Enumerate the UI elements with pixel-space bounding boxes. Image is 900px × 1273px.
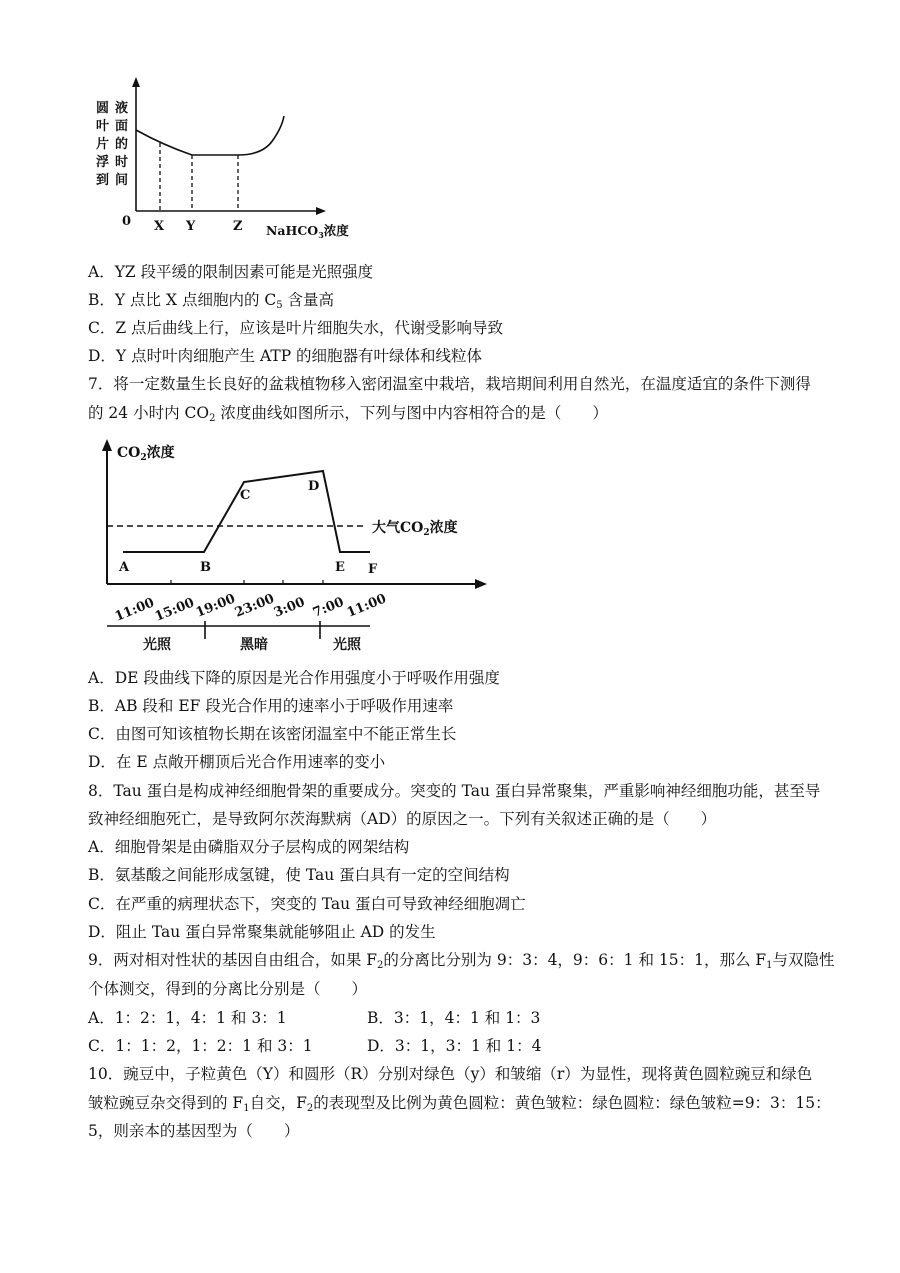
figure-2-co2-chart bbox=[95, 435, 515, 660]
q8-stem-line-2: 致神经细胞死亡，是导致阿尔茨海默病（AD）的原因之一。下列有关叙述正确的是（ ） bbox=[88, 810, 717, 828]
figure-2-period-light-1: 光照 bbox=[143, 637, 171, 653]
figure-2-time-ticks bbox=[113, 591, 389, 624]
figure-2-point-b: B bbox=[200, 560, 211, 575]
figure-1-origin: 0 bbox=[122, 214, 132, 229]
q9-option-c: C．1：1：2，1：2：1 和 3：1 bbox=[88, 1037, 313, 1055]
q7-option-b: B．AB 段和 EF 段光合作用的速率小于呼吸作用速率 bbox=[88, 697, 454, 715]
figure-2-point-d: D bbox=[308, 479, 320, 494]
figure-1-tick-x: X bbox=[154, 219, 165, 234]
svg-text:3:00: 3:00 bbox=[271, 594, 308, 621]
figure-1-ylabel-col2 bbox=[115, 100, 128, 188]
figure-1-dashed-lines bbox=[160, 143, 238, 211]
q9-stem-line-1: 9．两对相对性状的基因自由组合，如果 $F_2$的分离比分别为 9：3：4，9：6：1 和 15：1，那么 $F_1$与双隐性 bbox=[88, 951, 835, 971]
q8-stem-line-1: 8．Tau 蛋白是构成神经细胞骨架的重要成分。突变的 Tau 蛋白异常聚集，严重影响神经细胞功能，甚至导 bbox=[88, 782, 821, 800]
q6-option-b: B．Y 点比 X 点细胞内的 $C_5$ 含量高 bbox=[88, 291, 335, 311]
q8-option-d: D．阻止 Tau 蛋白异常聚集就能够阻止 AD 的发生 bbox=[88, 923, 436, 941]
svg-text:浮: 浮 bbox=[96, 155, 110, 170]
svg-text:圆: 圆 bbox=[96, 101, 110, 116]
svg-text:到: 到 bbox=[96, 173, 110, 188]
figure-2-x-arrow bbox=[475, 579, 487, 589]
q9-stem-line-2: 个体测交，得到的分离比分别是（ ） bbox=[88, 980, 368, 998]
svg-text:11:00: 11:00 bbox=[112, 595, 157, 625]
figure-2-ylabel: $CO_2$浓度 bbox=[117, 445, 175, 463]
q9-option-d: D．3：1，3：1 和 1：4 bbox=[367, 1037, 542, 1055]
svg-text:液: 液 bbox=[115, 101, 129, 116]
svg-text:间: 间 bbox=[115, 173, 129, 188]
figure-1-tick-z: Z bbox=[233, 219, 243, 234]
figure-1-floating-time-chart bbox=[88, 75, 368, 250]
figure-1-tick-y: Y bbox=[186, 219, 196, 234]
q6-option-c: C．Z 点后曲线上行，应该是叶片细胞失水，代谢受影响导致 bbox=[88, 319, 504, 337]
figure-2-point-c: C bbox=[240, 488, 251, 503]
svg-text:叶: 叶 bbox=[96, 119, 110, 134]
q6-option-d: D．Y 点时叶肉细胞产生 ATP 的细胞器有叶绿体和线粒体 bbox=[88, 347, 483, 365]
q7-option-c: C．由图可知该植物长期在该密闭温室中不能正常生长 bbox=[88, 725, 457, 743]
figure-2-point-f: F bbox=[368, 562, 378, 577]
q7-option-a: A．DE 段曲线下降的原因是光合作用强度小于呼吸作用强度 bbox=[88, 669, 500, 687]
figure-2-period-light-2: 光照 bbox=[333, 637, 361, 653]
q7-stem-line-2: 的 24 小时内 $CO_2$ 浓度曲线如图所示，下列与图中内容相符合的是（ ） bbox=[88, 404, 608, 424]
q9-option-b: B．3：1，4：1 和 1：3 bbox=[367, 1009, 541, 1027]
q8-option-c: C．在严重的病理状态下，突变的 Tau 蛋白可导致神经细胞凋亡 bbox=[88, 895, 526, 913]
svg-text:面: 面 bbox=[115, 119, 129, 134]
svg-text:片: 片 bbox=[96, 137, 110, 152]
q7-stem-line-1: 7．将一定数量生长良好的盆栽植物移入密闭温室中栽培，栽培期间利用自然光，在温度适宜的条件下测得 bbox=[88, 375, 811, 393]
svg-text:15:00: 15:00 bbox=[152, 595, 197, 625]
svg-text:的: 的 bbox=[115, 137, 129, 152]
q10-stem-line-2: 皱粒豌豆杂交得到的 $F_1$自交，$F_2$的表现型及比例为黄色圆粒：黄色皱粒：绿色圆粒：绿色皱粒=9：3：15： bbox=[88, 1094, 831, 1114]
svg-text:19:00: 19:00 bbox=[193, 591, 238, 621]
figure-2-point-e: E bbox=[335, 560, 345, 575]
figure-1-ylabel-col1 bbox=[96, 100, 110, 188]
figure-2-point-a: A bbox=[119, 560, 130, 575]
q7-option-d: D．在 E 点敞开棚顶后光合作用速率的变小 bbox=[88, 753, 386, 771]
figure-1-x-arrow bbox=[316, 207, 326, 215]
svg-text:11:00: 11:00 bbox=[344, 591, 389, 621]
q10-stem-line-3: 5，则亲本的基因型为（ ） bbox=[88, 1122, 300, 1140]
q10-stem-line-1: 10．豌豆中，子粒黄色（Y）和圆形（R）分别对绿色（y）和皱缩（r）为显性，现将黄色圆粒豌豆和绿色 bbox=[88, 1065, 813, 1083]
figure-2-co2-curve bbox=[123, 471, 370, 552]
svg-text:23:00: 23:00 bbox=[232, 591, 277, 621]
figure-1-curve bbox=[136, 116, 284, 155]
figure-2-y-arrow bbox=[102, 439, 112, 451]
figure-1-xlabel: NaHCO$_3$浓度 bbox=[266, 223, 349, 240]
q8-option-b: B．氨基酸之间能形成氢键，使 Tau 蛋白具有一定的空间结构 bbox=[88, 866, 510, 884]
q9-option-a: A．1：2：1，4：1 和 3：1 bbox=[88, 1009, 287, 1027]
figure-2-ref-label: 大气$CO_2$浓度 bbox=[372, 520, 458, 538]
svg-text:7:00: 7:00 bbox=[310, 594, 347, 621]
svg-text:时: 时 bbox=[115, 155, 129, 170]
q6-option-a: A．YZ 段平缓的限制因素可能是光照强度 bbox=[88, 263, 374, 281]
figure-1-y-arrow bbox=[132, 77, 140, 87]
figure-2-period-dark: 黑暗 bbox=[240, 637, 268, 653]
q8-option-a: A．细胞骨架是由磷脂双分子层构成的网架结构 bbox=[88, 838, 410, 856]
